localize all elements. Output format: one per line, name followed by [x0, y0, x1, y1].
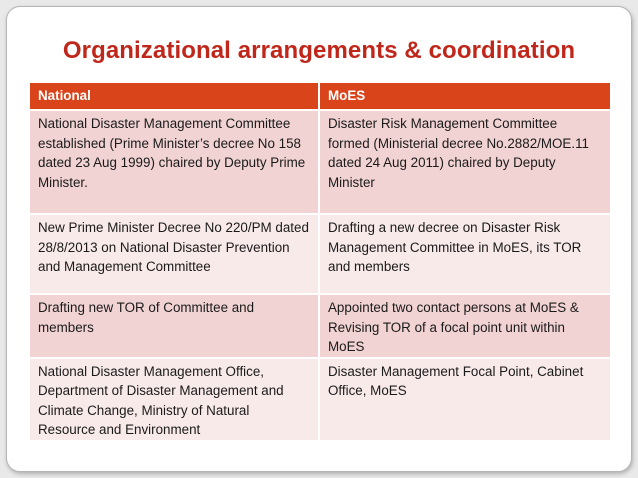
table-row — [30, 110, 610, 214]
table-row — [30, 214, 610, 294]
table-header-row — [30, 83, 610, 110]
header-moes: MoES — [319, 83, 610, 110]
national-cell: New Prime Minister Decree No 220/PM dated 28/8/2013 on National Disaster Prevention and Management Committee — [30, 214, 319, 294]
coordination-table — [30, 83, 610, 442]
moes-cell: Disaster Management Focal Point, Cabinet Office, MoES — [319, 358, 610, 441]
table-row — [30, 294, 610, 358]
header-national: National — [30, 83, 319, 110]
moes-cell: Disaster Risk Management Committee formed (Ministerial decree No.2882/MOE.11 dated 24 Aug 2011) chaired by Deputy Minister — [319, 110, 610, 214]
table-row — [30, 358, 610, 441]
slide-title: Organizational arrangements & coordination — [62, 37, 576, 64]
national-cell: National Disaster Management Committee established (Prime Minister’s decree No 158 dated 23 Aug 1999) chaired by Deputy Prime Minister. — [30, 110, 319, 214]
national-cell: National Disaster Management Office, Department of Disaster Management and Climate Change, Ministry of Natural Resource and Environment — [30, 358, 319, 441]
moes-cell: Drafting a new decree on Disaster Risk Management Committee in MoES, its TOR and members — [319, 214, 610, 294]
moes-cell: Appointed two contact persons at MoES & Revising TOR of a focal point unit within MoES — [319, 294, 610, 358]
national-cell: Drafting new TOR of Committee and members — [30, 294, 319, 358]
